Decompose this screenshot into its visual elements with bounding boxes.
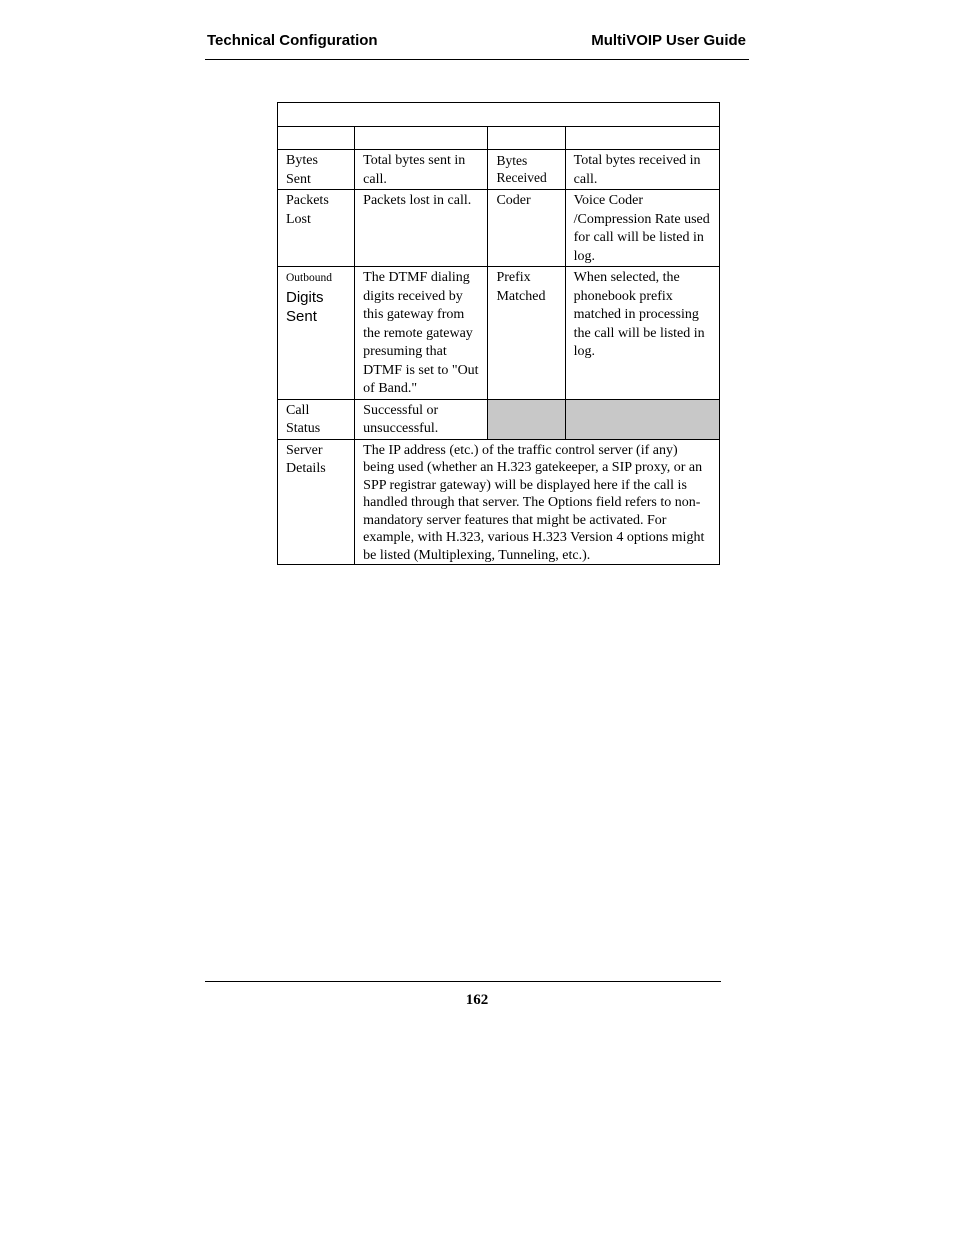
field-description: The DTMF dialing digits received by this gateway from the remote gateway presuming that DTMF is set to "Out of Band." <box>355 267 488 400</box>
field-description: Total bytes sent in call. <box>355 150 488 190</box>
field-description: The IP address (etc.) of the traffic control server (if any) being used (whether an H.323 gatekeeper, a SIP proxy, or an SPP registrar gateway) will be displayed here if the call is handled through that server. The Options field refers to non-mandatory server features that might be activated. For example, with H.323, various H.323 Version 4 options might be listed (Multiplexing, Tunneling, etc.). <box>355 439 720 565</box>
field-label: Packets Lost <box>278 190 355 267</box>
empty-shaded-cell <box>565 399 719 439</box>
table-header-cell <box>278 127 355 150</box>
table-header-cell <box>355 127 488 150</box>
field-label: Bytes Sent <box>278 150 355 190</box>
header-section-title: Technical Configuration <box>207 32 378 49</box>
footer-rule <box>205 981 721 982</box>
table-row <box>278 439 720 565</box>
field-label: Outbound Digits Sent <box>278 267 355 400</box>
header-guide-title: MultiVOIP User Guide <box>591 32 746 49</box>
field-description: Successful or unsuccessful. <box>355 399 488 439</box>
field-label: Server Details <box>278 439 355 565</box>
table-header-cell <box>488 127 565 150</box>
field-description: When selected, the phonebook prefix matched in processing the call will be listed in log. <box>565 267 719 400</box>
table-row <box>278 399 720 439</box>
field-label: Prefix Matched <box>488 267 565 400</box>
log-fields-table <box>277 102 720 565</box>
field-description: Voice Coder /Compression Rate used for call will be listed in log. <box>565 190 719 267</box>
table-row <box>278 150 720 190</box>
field-label: Bytes Received <box>488 150 565 190</box>
table-header-row <box>278 127 720 150</box>
field-description: Total bytes received in call. <box>565 150 719 190</box>
field-description: Packets lost in call. <box>355 190 488 267</box>
table-title-cell <box>278 103 720 127</box>
field-label: Call Status <box>278 399 355 439</box>
empty-shaded-cell <box>488 399 565 439</box>
table-header-cell <box>565 127 719 150</box>
page-number: 162 <box>465 992 489 1008</box>
header-rule <box>205 59 749 60</box>
table-row <box>278 267 720 400</box>
table-row <box>278 190 720 267</box>
field-label: Coder <box>488 190 565 267</box>
table-title-row <box>278 103 720 127</box>
